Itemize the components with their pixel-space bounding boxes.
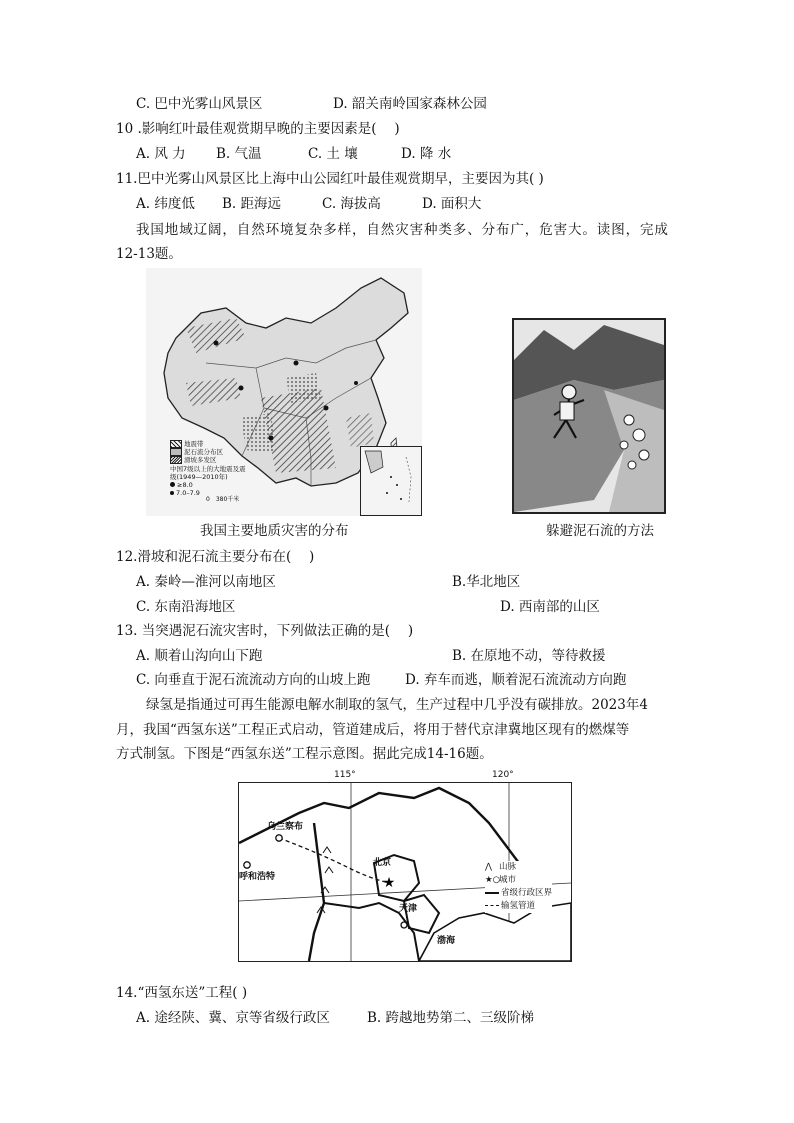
sea-label-bohai: 渤海 [437,936,456,946]
legend-item-city [485,874,552,887]
map-caption: 我国主要地质灾害的分布 [200,523,349,539]
legend-label-mountain: 山脉 [499,862,517,872]
passage2-line3: 方式制氢。下图是“西氢东送”工程示意图。据此完成14-16题。 [116,746,493,762]
debris-flow-graphic [514,320,664,512]
legend-label-city: 城市 [499,875,517,885]
q13-option-b: B. 在原地不动，等待救援 [452,648,606,664]
hydrogen-pipeline-map [238,770,570,960]
pipeline-line-icon [485,905,499,906]
q11-option-a: A. 纬度低 [136,196,195,212]
map-legend [170,440,250,497]
q11-option-d: D. 面积大 [422,196,482,212]
city-label-beijing: 北京 [373,858,392,868]
q12-option-b: B.华北地区 [452,574,521,590]
legend-label-pipeline: 输氢管道 [501,901,536,911]
legend-label-mag8: ≥8.0 [177,481,193,489]
legend-label-earthquakes: 中国7级以上的大地震及震级(1949—2010年) [170,465,246,481]
legend-label-seismic-belt: 地震带 [184,440,204,448]
q11-option-c: C. 海拔高 [322,196,381,212]
mountain-icon: ⋀ [485,862,492,872]
passage1-line1: 我国地域辽阔，自然环境复杂多样，自然灾害种类多、分布广，危害大。读图，完成 [136,222,669,238]
passage2-line2: 月，我国“西氢东送”工程正式启动，管道建成后，将用于替代京津冀地区现有的燃煤等 [116,722,630,738]
q12-stem: 12.滑坡和泥石流主要分布在( ) [116,549,315,565]
q10-stem: 10 .影响红叶最佳观赏期早晚的主要因素是( ) [116,121,400,137]
china-hazard-map [146,268,422,516]
legend-label-landslide: 滑坡多发区 [184,456,217,464]
inset-graphic [361,447,421,515]
legend-item-debris-flow [170,448,250,456]
picture-caption: 躲避泥石流的方法 [546,523,654,539]
svg-text:★: ★ [382,875,396,891]
south-china-sea-inset [360,446,422,516]
boundary-line-icon [485,892,499,894]
legend-item-boundary [485,887,552,900]
legend-item-seismic-belt [170,440,250,448]
legend-item-mountain [485,861,552,874]
map-scale-bar: 0 380千米 [206,496,240,503]
legend-label-boundary: 省级行政区界 [501,888,553,898]
q10-option-a: A. 风 力 [136,146,186,162]
passage2-line1: 绿氢是指通过可再生能源电解水制取的氢气，生产过程中几乎没有碳排放。2023年4 [146,697,648,713]
q13-option-d: D. 弃车而逃，顺着泥石流流动方向跑 [405,672,627,688]
q11-stem: 11.巴中光雾山风景区比上海中山公园红叶最佳观赏期早，主要因为其( ) [116,171,544,187]
q11-option-b: B. 距海远 [222,196,282,212]
legend-item-pipeline [485,900,552,913]
q10-option-c: C. 土 壤 [308,146,358,162]
q14-option-b: B. 跨越地势第二、三级阶梯 [367,1010,535,1026]
q9-option-c: C. 巴中光雾山风景区 [136,96,263,112]
q14-option-a: A. 途经陕、冀、京等省级行政区 [136,1010,330,1026]
q13-option-c: C. 向垂直于泥石流流动方向的山坡上跑 [136,672,371,688]
q9-option-d: D. 韶关南岭国家森林公园 [333,96,487,112]
pipeline-map-frame [238,782,572,962]
legend-label-debris-flow: 泥石流分布区 [184,448,223,456]
q12-option-a: A. 秦岭—淮河以南地区 [136,574,276,590]
city-label-tianjin: 天津 [399,904,418,914]
q13-stem: 13. 当突遇泥石流灾害时，下列做法正确的是( ) [116,623,414,639]
debris-flow-escape-picture [512,318,666,514]
q14-stem: 14.“西氢东送”工程( ) [116,985,248,1001]
legend-item-mag8 [170,481,250,489]
q12-option-d: D. 西南部的山区 [500,599,600,615]
city-label-ulanqab: 乌兰察布 [267,822,304,832]
longitude-115-label: 115° [334,770,356,780]
q13-option-a: A. 顺着山沟向山下跑 [136,648,263,664]
legend-item-landslide [170,456,250,464]
longitude-120-label: 120° [492,770,514,780]
q12-option-c: C. 东南沿海地区 [136,599,236,615]
city-icon: ★○ [485,875,501,885]
pipeline-map-legend [485,861,552,913]
passage1-line2: 12-13题。 [116,246,182,262]
q10-option-b: B. 气温 [216,146,262,162]
legend-label-mag7: 7.0–7.9 [176,489,200,497]
q10-option-d: D. 降 水 [401,146,452,162]
city-label-hohhot: 呼和浩特 [239,872,276,882]
